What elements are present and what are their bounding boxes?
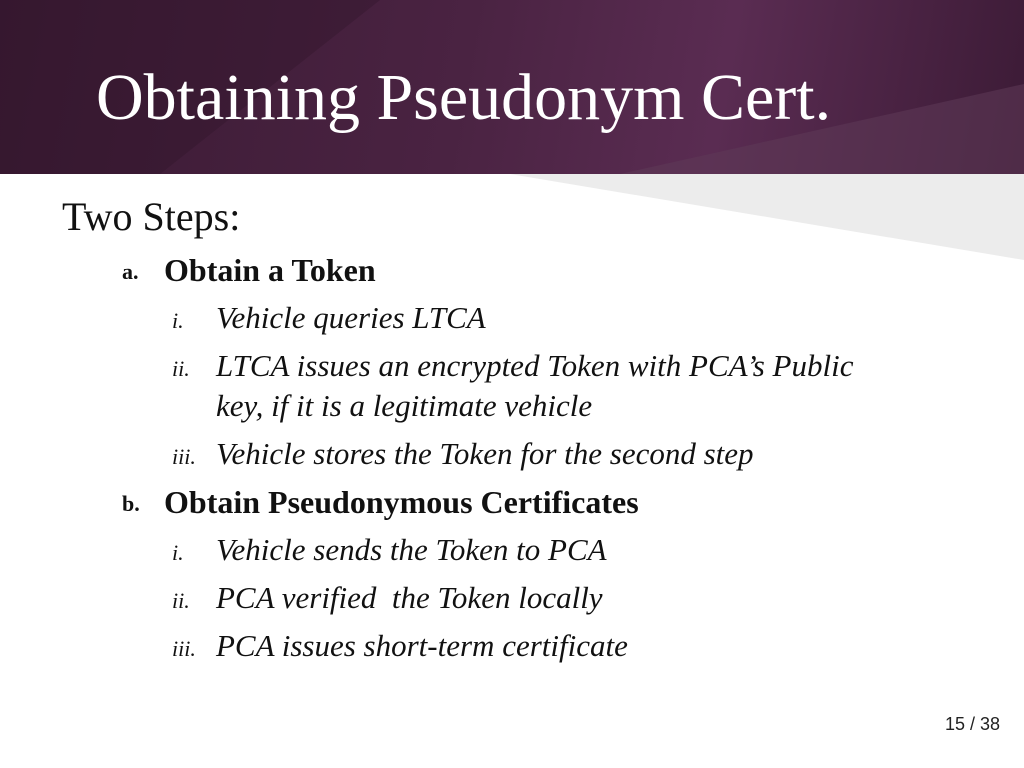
item-marker: ii. — [172, 356, 190, 381]
item-marker: ii. — [172, 588, 190, 613]
step-heading: Obtain Pseudonymous Certificates — [164, 484, 639, 520]
slide-title: Obtaining Pseudonym Cert. — [96, 61, 832, 134]
list-item — [0, 298, 1024, 338]
step-b — [0, 482, 1024, 522]
list-item — [0, 578, 1024, 618]
list-item — [0, 434, 1024, 474]
step-marker: a. — [122, 259, 139, 284]
page-number: 15 / 38 — [944, 714, 1000, 734]
item-marker: iii. — [172, 444, 196, 469]
step-a — [0, 250, 1024, 290]
item-text: PCA verified the Token locally — [216, 580, 603, 615]
item-text: Vehicle sends the Token to PCA — [216, 532, 607, 567]
item-text: Vehicle queries LTCA — [216, 300, 486, 335]
step-marker: b. — [122, 491, 140, 516]
item-text: Vehicle stores the Token for the second step — [216, 436, 754, 471]
intro-text: Two Steps: — [62, 194, 241, 239]
item-marker: i. — [172, 308, 184, 333]
item-marker: iii. — [172, 636, 196, 661]
list-item — [0, 346, 1024, 428]
step-heading: Obtain a Token — [164, 252, 376, 288]
item-marker: i. — [172, 540, 184, 565]
item-text: LTCA issues an encrypted Token with PCA’s Public key, if it is a legitimate vehicle — [216, 348, 854, 423]
list-item — [0, 530, 1024, 570]
list-item — [0, 626, 1024, 666]
item-text: PCA issues short-term certificate — [216, 628, 628, 663]
